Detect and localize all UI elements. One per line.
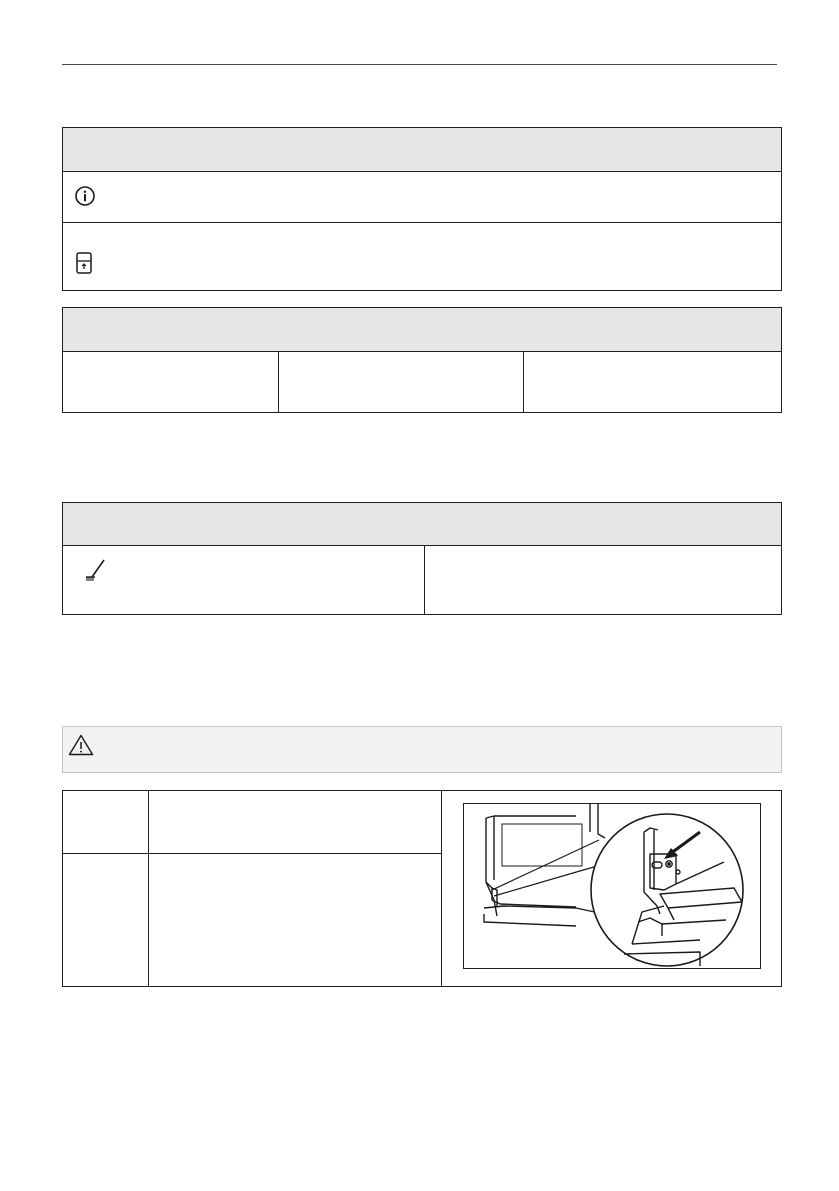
step-text-1	[149, 791, 441, 853]
cleaning-table	[62, 502, 782, 615]
cleaning-table-row	[63, 546, 781, 614]
three-column-cell-3	[523, 352, 781, 412]
steps-column-divider-2	[441, 791, 442, 986]
warning-box	[62, 726, 782, 773]
three-column-table-row	[63, 352, 781, 412]
indicators-row-lock	[63, 222, 781, 290]
three-column-table	[62, 307, 782, 413]
cleaning-cell-1	[63, 546, 424, 614]
step-text-2	[149, 854, 441, 987]
three-column-table-header	[63, 308, 781, 352]
oven-door-hinge-figure	[463, 803, 761, 969]
page-header-rule	[62, 64, 777, 65]
indicators-table-header	[63, 128, 781, 172]
step-number-1	[63, 791, 148, 853]
step-number-2	[63, 854, 148, 987]
door-lock-icon	[76, 252, 92, 274]
info-icon	[74, 185, 96, 207]
cleaning-cell-2	[424, 546, 781, 614]
cleaning-table-header	[63, 503, 781, 546]
three-column-cell-2	[278, 352, 523, 412]
three-column-cell-1	[63, 352, 278, 412]
oven-door-hinge-illustration	[464, 804, 760, 968]
indicators-row-info	[63, 172, 781, 222]
indicators-table	[62, 127, 782, 291]
warning-triangle-icon	[68, 734, 94, 756]
cleaning-brush-icon	[83, 557, 109, 583]
